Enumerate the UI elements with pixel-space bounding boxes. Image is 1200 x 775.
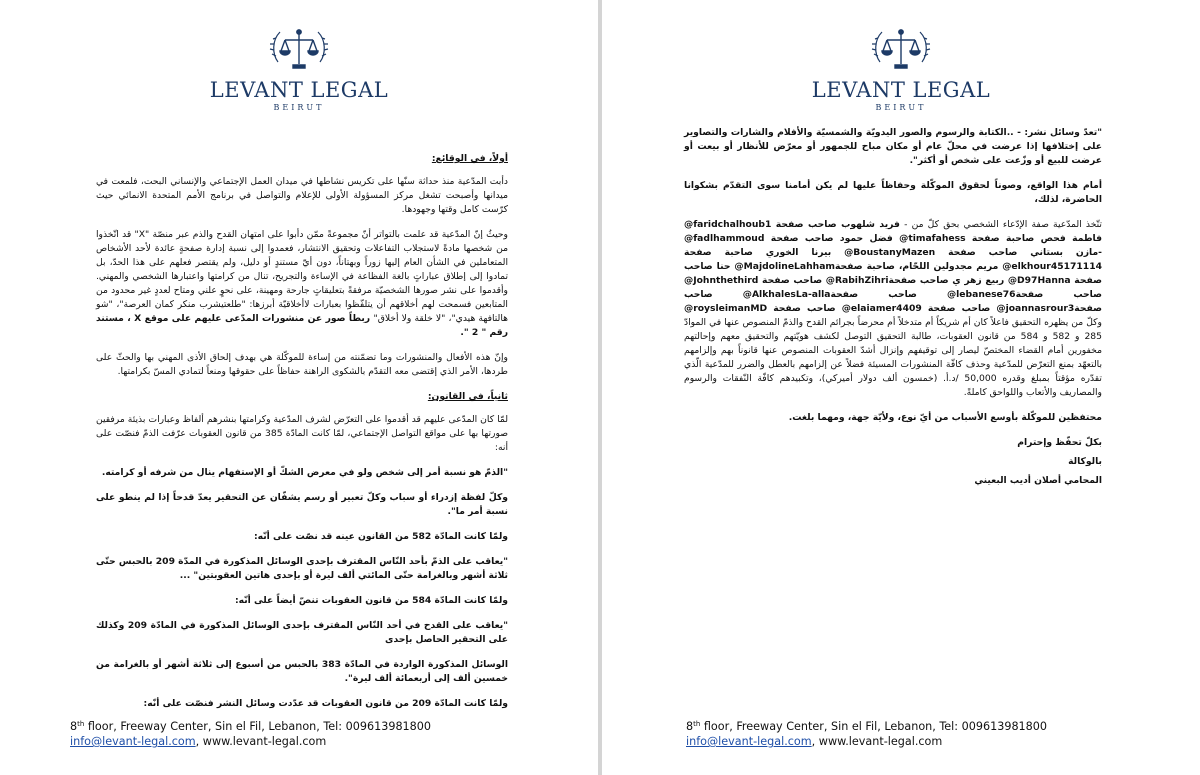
footer-address xyxy=(70,717,431,734)
paragraph-article-582: ولمّا كانت المادّة 582 من القانون عينه قد نصّت على أنّه: xyxy=(253,531,508,542)
footer-email-link[interactable]: info@levant-legal.com xyxy=(686,735,812,748)
footer-address-rest: floor, Freeway Center, Sin el Fil, Lebanon, Tel: 009613981800 xyxy=(84,720,432,733)
document-body-left xyxy=(96,152,508,722)
law-heading: ثانياً، في القانون: xyxy=(427,391,508,402)
letterhead-logo xyxy=(602,24,1200,112)
footer-floor: 8 xyxy=(686,720,694,733)
facts-2-bold: ربطاً صور عن منشورات المدّعى عليهم على موقع X ، مستند رقم " 2 ". xyxy=(96,313,508,338)
claim-demands: وكلّ من يظهره التحقيق فاعلاً كان أم شريكاً أم متدخلاً أم محرضاً بجرائم القدح والذمّ المنصوص عنها في الموادّ 285 و 582 و 584 من قانون العقوبات، طالبة التحقيق التوصل لكشف هويّتهم والتحقيق معهم وإحالتهم مخفورين أمام القضاء المختصّ ليصار إلى توقيفهم وإنزال أشدّ العقوبات المنصوص عنها قانوناً بهم وإلزامهم بالتعهّد بمنع التعرّض للمدّعية وحذف كافّة المنشورات المسيئة فضلاً عن إلزامهم بالعطل والضرر للمدّعية الّذي تقدّره مؤقتاً بمبلغ وقدره 50,000 /د.أ. (خمسون ألف دولار أميركي)، وتكبيدهم كافّة النّفقات والرسوم والمصاريف والأتعاب واللواحق كاملةً. xyxy=(684,317,1102,398)
footer-separator: , xyxy=(195,735,203,748)
footer-email-link[interactable]: info@levant-legal.com xyxy=(70,735,196,748)
quote-article-209: "تعدّ وسائل نشر: - ..الكتابة والرسوم والصور اليدويّة والشمسيّة والأفلام والشارات والتصاوير على إختلافها إذا عرضت في محلّ عام أو مكان مباح للجمهور أو معرّض للأنظار أو بيعت أو عرضت للبيع أو وزّعت على شخص أو أكثر". xyxy=(684,127,1102,166)
facts-heading: أولاً، في الوقائع: xyxy=(431,153,508,164)
by-proxy-label: بالوكالة xyxy=(1068,456,1102,467)
quote-article-584-b: الوسائل المذكورة الواردة في المادّة 383 بالحبس من أسبوع إلى ثلاثة أشهر أو بالغرامة من خمسين ألف إلى أربعمائة ألف ليرة". xyxy=(96,659,508,684)
footer-address-rest: floor, Freeway Center, Sin el Fil, Lebanon, Tel: 009613981800 xyxy=(700,720,1048,733)
paragraph-facts-3: وإنّ هذه الأفعال والمنشورات وما تضمّنته من إساءة للموكّلة هي بهدف إلحاق الأذى المهني بها والحثّ على طردها، الأمر الذي إقتضى معه التقدّم بالشكوى الراهنة حفاظاً على حقوقها ومنعاً لتمادي المسّ بكرامتها. xyxy=(96,352,508,377)
footer-address xyxy=(686,717,1047,734)
paragraph-law-1: لمّا كان المدّعى عليهم قد أقدموا على التعرّض لشرف المدّعية وكرامتها بنشرهم ألفاظ وعبارات بذيئة مرفقين صورتها بها على مواقع التواصل الإجتماعي، لمّا كانت المادّة 385 من قانون العقوبات عرّفت الذمّ فنصّت على أنه: xyxy=(96,414,508,453)
claim-defendants: فريد شلهوب صاحب صفحة faridchalhoub1@ فاطمة فحص صاحبة صفحة timafahess@ فضل حمود صاحب صفحة fadlhammoud@ -مازن بستاني صاحب صفحة BoustanyMazen@ بيرنا الخوري صاحبة صفحة elkhour45171114@ مريم مجدولين اللحّام، صاحبة صفحةMajdolineLahham@ حنا صاحب صفحة D97Hanna@ ربيع زهر ي صاحب صفحةRabihZihri@ صاحب صفحة Johnthethird@ صاحب صفحةlebanese76@ صاحب صفحةAlkhalesLa-alla@ صاحب صفحةjoannasrour3@ صاحب صفحة elaiamer4409@ صاحب صفحة roysleimanMD@ xyxy=(684,219,1103,314)
quote-article-385-1: "الذمّ هو نسبة أمر إلى شخص ولو في معرض الشكّ أو الإستفهام ينال من شرفه أو كرامته. xyxy=(101,467,508,478)
brand-name: LEVANT LEGAL xyxy=(209,78,389,102)
quote-article-584-a: "يعاقب على القدح في أحد النّاس المقترف بإحدى الوسائل المذكورة في المادّة 209 وكذلك على التحقير الحاصل بإحدى xyxy=(96,620,508,645)
footer-separator: , xyxy=(811,735,819,748)
footer-website[interactable]: www.levant-legal.com xyxy=(818,735,943,748)
paragraph-conclusion: أمام هذا الواقع، وصوناً لحقوق الموكّلة وحفاظاً عليها لم يكن أمامنا سوى التقدّم بشكوانا الحاضرة، لذلك، xyxy=(684,180,1102,205)
footer-contact xyxy=(686,734,1047,749)
closing-salutation: بكلّ تحفّظ وإحترام xyxy=(1017,437,1102,448)
lawyer-signature: المحامي أصلان أديب البعيني xyxy=(974,475,1102,486)
footer-contact xyxy=(70,734,431,749)
paragraph-facts-2 xyxy=(96,228,508,340)
brand-city: BEIRUT xyxy=(273,103,325,112)
paragraph-reservation: محتفظين للموكّلة بأوسع الأسباب من أيّ نوع، ولأيّة جهة، ومهما بلغت. xyxy=(788,412,1102,423)
footer-floor-suffix: th xyxy=(693,720,701,728)
footer-website[interactable]: www.levant-legal.com xyxy=(202,735,327,748)
quote-article-582: "يعاقب على الذمّ بأحد النّاس المقترف بإحدى الوسائل المذكورة في المدّة 209 بالحبس حتّى ثلاثة أشهر وبالغرامة حتّى المائتي ألف ليرة أو بإحدى هاتين العقوبتين" ... xyxy=(96,556,508,581)
scales-of-justice-icon xyxy=(268,24,330,74)
scales-of-justice-icon xyxy=(870,24,932,74)
footer-floor: 8 xyxy=(70,720,78,733)
brand-city: BEIRUT xyxy=(875,103,927,112)
quote-article-385-2: وكلّ لفظة إزدراء أو سباب وكلّ تعبير أو رسم يشفّان عن التحقير يعدّ قدحاً إذا لم ينطو على نسبة أمر ما". xyxy=(96,492,508,517)
paragraph-claim xyxy=(684,218,1102,400)
paragraph-article-209: ولمّا كانت المادّة 209 من قانون العقوبات قد عدّدت وسائل النشر فنصّت على أنّه: xyxy=(143,698,508,709)
claim-intro: تتّخذ المدّعية صفة الإدّعاء الشخصي بحق كلّ من - xyxy=(899,219,1102,230)
document-page-left xyxy=(0,0,598,775)
paragraph-facts-1: دأبت المدّعية منذ حداثة سنّها على تكريس نشاطها في ميدان العمل الإجتماعي والإنساني البحت، فلمعت في ميدانها وأصبحت تشغل مركز المسؤولة الأولى للإعلام والتواصل في برنامج الأمم المتحدة الانمائي حيث كرّست كامل وقتها وجهودها. xyxy=(96,176,508,215)
page-footer-right xyxy=(686,717,1047,749)
page-footer-left xyxy=(70,717,431,749)
paragraph-article-584: ولمّا كانت المادّة 584 من قانون العقوبات تنصّ أيضاً على أنّه: xyxy=(234,595,508,606)
document-body-right xyxy=(684,126,1102,493)
footer-floor-suffix: th xyxy=(77,720,85,728)
document-page-right xyxy=(602,0,1200,775)
facts-2-text: وحيثُ إنّ المدّعية قد علمت بالتواتر أنّ مجموعةً ممّن دأبوا على امتهان القدح والذم عبر منصّة "X" قد اتّخذوا من شخصها مادةً لاستجلاب التفاعلات وتحقيق الانتشار، فعمدوا إلى نسبة إدارة صفحةٍ عائدة لأحد الأشخاص المتعاملين في الشأن العام إليها زوراً وبهتاناً، دون أيّ مستندٍ أو دليل، ولم يقتصر فعلهم على هذا الحدّ، بل تمادوا إلى إطلاق عباراتٍ بالغة الفظاعة في الإساءة والتجريح، تنال من كرامتها واعتبارها الشخصي والمهني. وأقدموا على نشر صورها الشخصيّة مرفقةً بتعليقاتٍ جارحة ومهينة، على نحوٍ علني ومتاح لعددٍ غير محدود من المتابعين فسمحت لهم أخلاقهم أن يتلفّظوا بعبارات لاأخلاقيّة أبرزها: "طلعتيشرب منكر كمان العرصة"، "شو هالتافهة هيدي"، "لا خلقة ولا أخلاق" xyxy=(96,229,508,324)
letterhead-logo xyxy=(0,24,598,112)
brand-name: LEVANT LEGAL xyxy=(811,78,991,102)
